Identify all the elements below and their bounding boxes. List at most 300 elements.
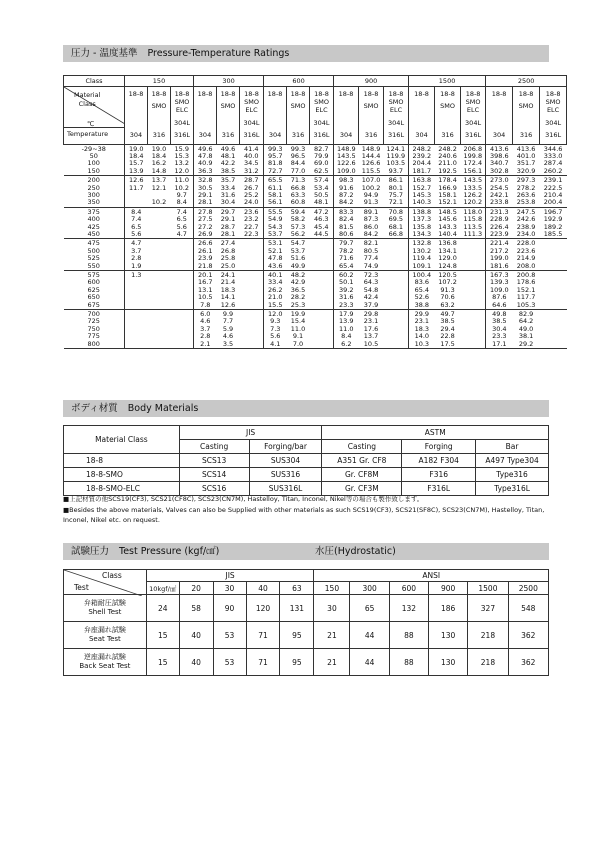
class-header: 300 [350,582,389,595]
temperature-value: 650 [87,293,100,302]
material-header [148,87,171,128]
rating-cell [310,239,334,271]
rating-cell: 53.1 52.1 47.8 43.6 [264,239,287,271]
jis-header: JIS [146,570,314,582]
test-name-cell [64,649,147,676]
rating-cell: 79.7 78.2 71.6 65.4 [334,239,359,271]
jis-header: JIS [179,426,322,440]
pressure-value: 362 [508,622,548,649]
class-header: 600 [264,76,334,87]
rating-cell: 1.3 [125,271,148,310]
material-grade-sub: SMO [518,102,534,110]
material-grade: 18-8 SMO ELC [545,90,561,114]
temperature-value: 250 [87,183,100,192]
temperature-cell [64,271,125,310]
rating-cell: 41.4 40.0 34.5 31.2 [244,144,259,175]
pressure-value: 186 [429,595,468,622]
rating-cell: 57.4 53.4 50.5 48.1 [314,176,329,207]
temperature-value: 675 [87,300,100,309]
pressure-value: 40 [179,649,213,676]
pt-section-title-jp: 圧力 - 温度基準 [71,48,138,59]
material-header [334,87,359,128]
rating-cell: 17.9 13.9 11.0 8.4 6.2 [334,310,359,349]
class-header: 1500 [468,582,508,595]
material-cell: 18-8-SMO [64,468,180,482]
rating-cell: 413.6 401.0 351.7 320.9 [516,144,536,175]
rating-cell: 70.8 69.5 68.1 66.8 [388,207,404,238]
rating-cell [384,310,409,349]
temperature-label: Temperature [67,129,109,138]
class-test-header [64,570,147,595]
pressure-value: 218 [468,649,508,676]
temperature-group [64,176,567,208]
class-header: 150 [314,582,350,595]
rating-cell: 228.0 223.6 214.9 208.0 [516,239,536,270]
temperature-value: 525 [87,254,100,263]
material-grade-sub: 304L [465,119,482,127]
rating-cell [310,271,334,310]
rating-cell: 82.1 80.5 77.4 74.9 [363,239,379,270]
rating-cell: 49.6 48.1 42.2 38.5 [220,144,236,175]
material-grade: 18-8 [220,90,236,98]
astm-header: ASTM [322,426,549,440]
material-cell: Gr. CF8M [322,468,402,482]
pressure-value: 95 [280,622,314,649]
rating-cell: 29.8 23.1 17.6 13.7 10.5 [363,310,379,348]
rating-cell: 11.0 10.2 9.7 8.4 [174,176,189,207]
table-row [64,454,549,468]
body-materials-table [63,425,549,496]
rating-cell: 29.7 29.1 28.7 28.1 [220,207,236,238]
temperature-cell [64,144,125,176]
class-header: 150 [125,76,194,87]
rating-cell: 413.6 398.6 340.7 302.8 [486,144,513,176]
material-code: 316 [513,127,540,144]
note-jp: ■上記材質の他SCS19(CF3), SCS21(CF8C), SCS23(CN7M), Hastelloy, Titan, Inconel, Nikel等の場合も製作致します。 [63,495,424,503]
rating-cell [461,310,486,349]
rating-cell: 49.7 38.5 29.4 22.8 17.5 [440,310,455,348]
tp-section-title-jp: 試験圧力 [71,546,110,557]
temperature-label-cell [64,119,125,144]
material-grade: 18-8 [128,90,144,98]
test-name-en: Shell Test [88,608,122,616]
rating-cell: 163.8 152.7 145.3 140.3 [409,176,435,208]
rating-cell: 221.4 217.2 199.0 181.6 [486,239,513,271]
temperature-value: 775 [87,332,100,341]
pressure-value: 24 [146,595,179,622]
material-header [217,87,240,128]
rating-cell [125,310,148,349]
pressure-value: 21 [314,622,350,649]
temperature-value: 800 [87,339,100,348]
rating-cell [461,271,486,310]
material-cell: Gr. CF3M [322,482,402,496]
rating-cell: 99.3 95.7 81.8 72.7 [264,144,287,176]
material-cell: A182 F304 [402,454,476,468]
rating-cell: 9.9 7.7 5.9 4.6 3.5 [222,310,234,348]
pressure-value: 88 [389,622,428,649]
pressure-value: 71 [246,649,280,676]
rating-cell: 86.1 80.1 75.7 72.1 [388,176,404,207]
bm-section-title-jp: ボディ材質 [71,403,118,414]
bm-section-header [63,400,549,417]
material-grade-sub: SMO [440,102,455,110]
material-cell: A497 Type304 [476,454,549,468]
temperature-value: 700 [87,310,100,319]
material-grade-sub: SMO [290,102,306,110]
pressure-value: 218 [468,622,508,649]
rating-cell: 35.7 33.4 31.6 30.4 [220,176,236,207]
temperature-group [64,144,567,176]
rating-cell: 344.6 333.0 287.4 260.2 [543,144,563,175]
rating-cell [384,271,409,310]
material-grade-sub: 304L [173,119,191,127]
material-header [461,87,486,128]
test-name-jp: 逆座漏れ試験 [83,653,126,661]
material-code: 316 [217,127,240,144]
material-grade-sub: 304L [313,119,330,127]
rating-cell: 82.9 64.2 49.0 38.1 29.2 [518,310,534,348]
material-header [264,87,287,128]
test-name-en: Seat Test [88,635,121,643]
test-pressure-table [63,569,549,676]
material-header [240,87,264,128]
test-name-en: Back Seat Test [79,662,131,670]
pressure-value: 30 [314,595,350,622]
temperature-group [64,239,567,271]
temperature-cell [64,310,125,349]
rating-cell: 107.0 100.2 94.9 91.3 [361,176,381,207]
temperature-value: 300 [87,190,100,199]
class-header: 2500 [508,582,548,595]
rating-cell: 120.5 107.2 91.3 70.6 63.2 [438,271,457,309]
rating-cell: 148.9 143.5 122.6 109.0 [334,144,359,176]
temperature-value: 450 [87,229,100,238]
rating-cell: 7.4 6.5 5.6 4.7 [176,207,187,238]
rating-cell [540,271,567,310]
material-cell: F316L [402,482,476,496]
temperature-value: 625 [87,285,100,294]
rating-cell: 47.2 46.3 45.4 44.5 [314,207,329,238]
material-header [409,87,435,128]
rating-cell [310,310,334,349]
class-header: 900 [429,582,468,595]
pressure-value: 53 [213,649,246,676]
material-code: 316L [240,127,264,144]
material-grade: 18-8 [414,90,429,98]
material-grade-sub: 304L [388,119,405,127]
material-grade: 18-8 [151,90,167,98]
rating-cell: 28.7 26.7 25.2 24.0 [244,176,259,207]
rating-cell: 24.1 21.4 18.3 14.1 12.6 [220,271,236,309]
table-row [64,595,549,622]
material-code: 304 [409,127,435,144]
rating-cell: 27.4 26.8 25.8 25.0 [220,239,236,270]
material-header [287,87,310,128]
material-header [486,87,513,128]
material-grade-sub: 304L [243,119,260,127]
class-header: 1500 [409,76,486,87]
temperature-value: 400 [87,215,100,224]
rating-cell: 178.4 166.9 158.1 152.1 [438,176,457,207]
rating-cell: 12.6 11.7 [125,176,148,208]
rating-cell [540,239,567,271]
material-code: 304 [486,127,513,144]
pressure-value: 44 [350,649,389,676]
rating-cell [148,310,171,349]
rating-cell [171,271,194,310]
rating-cell: 138.8 137.3 135.8 134.3 [409,207,435,239]
rating-cell [148,239,171,271]
test-name-jp: 弁箱耐圧試験 [83,599,126,607]
pressure-value: 132 [389,595,428,622]
degree-label: ℃ [87,119,95,128]
class-label-cell: Class [64,76,125,87]
pressure-value: 65 [350,595,389,622]
material-cell: SCS14 [179,468,249,482]
rating-cell: 297.3 278.2 263.6 253.8 [516,176,536,207]
temperature-value: 500 [87,246,100,255]
rating-cell: 248.2 240.6 211.0 192.5 [438,144,457,175]
material-grade: 18-8 [290,90,306,98]
rating-cell: 40.1 33.4 26.2 21.0 15.5 [264,271,287,310]
material-grade-sub: 304L [545,119,562,127]
rating-cell: 89.1 87.3 86.0 84.2 [363,207,379,238]
material-cell: Type316L [476,482,549,496]
material-cell: A351 Gr. CF8 [322,454,402,468]
pressure-value: 131 [280,595,314,622]
rating-cell: 27.8 27.5 27.2 26.9 [194,207,217,239]
rating-cell: 136.8 134.1 129.0 124.8 [438,239,457,270]
pressure-value: 362 [508,649,548,676]
rating-cell: 196.7 192.9 189.2 185.5 [543,207,563,238]
class-header: 2500 [486,76,567,87]
material-grade: 18-8 [338,90,354,98]
temperature-group [64,310,567,349]
temperature-value: 150 [87,166,100,175]
pressure-value: 15 [146,649,179,676]
rating-cell: 118.0 115.8 113.5 111.3 [463,207,483,238]
temperature-value: 50 [89,151,98,160]
material-code: 316 [435,127,461,144]
material-class-header: Material Class [64,426,180,454]
material-code: 316L [384,127,409,144]
material-cell: Type316 [476,468,549,482]
rating-cell: 8.4 7.4 6.5 5.6 [125,207,148,239]
sub-header: Casting [179,440,249,454]
material-header [513,87,540,128]
rating-cell: 143.5 133.5 126.2 120.2 [463,176,483,207]
material-header [310,87,334,128]
material-grade: 18-8 SMO ELC [388,90,404,114]
material-header [540,87,567,128]
rating-cell: 200.8 178.6 152.1 117.7 105.3 [516,271,536,309]
rating-cell: 29.9 23.1 18.3 14.0 10.3 [409,310,435,349]
material-code: 304 [264,127,287,144]
material-code: 316L [461,127,486,144]
rating-cell: 231.3 228.9 226.4 223.9 [486,207,513,239]
class-header: 900 [334,76,409,87]
temperature-group [64,271,567,310]
rating-cell [171,239,194,271]
class-header: 300 [194,76,264,87]
pressure-value: 44 [350,622,389,649]
rating-cell: 54.7 53.7 51.6 49.9 [290,239,306,270]
material-code: 316 [148,127,171,144]
rating-cell: 19.0 18.4 16.2 14.8 [151,144,167,175]
rating-cell: 32.8 30.5 29.1 28.1 [194,176,217,208]
rating-cell [148,271,171,310]
rating-cell: 15.9 15.3 13.2 12.0 [174,144,189,175]
pressure-value: 40 [179,622,213,649]
material-cell: SCS13 [179,454,249,468]
rating-cell [171,310,194,349]
material-cell: SUS304 [249,454,322,468]
material-code: 316 [287,127,310,144]
bm-section-title-en: Body Materials [127,403,199,414]
material-header [171,87,194,128]
material-cell: F316 [402,468,476,482]
pressure-temperature-table [63,75,567,349]
rating-cell: 206.8 199.8 172.4 156.1 [463,144,483,175]
class-label: Class [102,571,122,580]
table-row [64,622,549,649]
note-en: ■Besides the above materials, Valves can also be Supplied with other materials as such SCS19(CF3), SCS21(SF8C), SCS23(CN7M), Hastelloy, Titan, Inconel, Nikel etc. on request. [63,505,545,524]
material-cell: SCS16 [179,482,249,496]
rating-cell: 49.6 47.8 40.9 36.3 [194,144,217,176]
sub-header: Casting [322,440,402,454]
pressure-value: 90 [213,595,246,622]
temperature-group [64,207,567,239]
temperature-value: 100 [87,159,100,168]
material-cell: SUS316 [249,468,322,482]
temperature-value: 375 [87,207,100,216]
material-grade: 18-8 [440,90,455,98]
temperature-value: 200 [87,176,100,185]
material-cell: 18-8 [64,454,180,468]
sub-header: Forging [402,440,476,454]
pressure-value: 130 [429,649,468,676]
rating-cell: 247.5 242.6 238.9 234.0 [516,207,536,238]
material-header [435,87,461,128]
rating-cell: 19.9 15.4 11.0 9.1 7.0 [290,310,306,348]
rating-cell: 4.7 3.7 2.8 1.9 [125,239,148,271]
rating-cell: 124.1 119.9 103.5 93.7 [386,144,406,175]
temperature-value: -29~38 [81,144,106,153]
material-header [359,87,384,128]
temperature-cell [64,176,125,208]
tp-section-title-en: Test Pressure (kgf/㎠) [119,546,220,557]
rating-cell: 48.2 42.9 36.5 28.2 25.3 [290,271,306,309]
material-grade: 18-8 [518,90,534,98]
material-grade: 18-8 SMO ELC [244,90,259,114]
test-name-cell [64,622,147,649]
test-label: Test [74,583,89,592]
rating-cell: 26.6 26.1 23.9 21.8 [194,239,217,271]
material-code: 316L [171,127,194,144]
temperature-value: 425 [87,222,100,231]
class-header: 30 [213,582,246,595]
rating-cell: 71.3 66.8 63.3 60.8 [290,176,306,207]
pressure-value: 15 [146,622,179,649]
rating-cell: 167.3 139.3 109.0 87.6 64.6 [486,271,513,310]
temperature-cell [64,239,125,271]
rating-cell: 20.1 16.7 13.1 10.5 7.8 [194,271,217,310]
rating-cell [240,239,264,271]
temperature-value: 725 [87,317,100,326]
sub-header: Forging/bar [249,440,322,454]
rating-cell [240,271,264,310]
material-grade-sub: SMO [220,102,236,110]
material-code: 304 [334,127,359,144]
material-grade: 18-8 SMO ELC [314,90,329,114]
material-class-label: Material Class [74,91,101,108]
pressure-value: 548 [508,595,548,622]
rating-cell: 60.2 50.1 39.2 31.6 23.3 [334,271,359,310]
class-header: 40 [246,582,280,595]
material-code: 304 [125,127,148,144]
pressure-value: 130 [429,622,468,649]
material-grade-sub: SMO [151,102,167,110]
material-grade: 18-8 [491,90,507,98]
material-header [384,87,409,128]
pressure-value: 327 [468,595,508,622]
pressure-value: 120 [246,595,280,622]
class-header: 63 [280,582,314,595]
rating-cell: 13.7 12.1 10.2 [151,176,167,207]
material-cell: SUS316L [249,482,322,496]
material-grade: 18-8 SMO ELC [174,90,190,114]
rating-cell: 65.5 61.1 58.1 56.1 [264,176,287,208]
rating-cell: 148.5 145.6 143.3 140.4 [438,207,457,238]
rating-cell: 12.0 9.3 7.3 5.6 4.1 [264,310,287,349]
pressure-value: 95 [280,649,314,676]
material-code: 316L [310,127,334,144]
rating-cell: 98.3 91.6 87.2 84.2 [334,176,359,208]
rating-cell: 100.4 83.6 65.4 52.6 38.8 [409,271,435,310]
rating-cell: 99.3 96.5 84.4 77.0 [290,144,306,175]
tp-section-header [63,543,549,560]
material-code: 304 [194,127,217,144]
hydrostatic-label: 水圧(Hydrostatic) [315,546,396,557]
rating-cell: 49.8 38.5 30.4 23.3 17.1 [486,310,513,349]
temperature-value: 750 [87,324,100,333]
rating-cell: 82.7 79.9 69.0 62.5 [314,144,329,175]
material-grade: 18-8 SMO ELC [465,90,481,114]
rating-cell: 59.4 58.2 57.3 56.2 [290,207,306,238]
rating-cell [148,207,171,239]
temperature-value: 475 [87,239,100,248]
material-header [125,87,148,128]
rating-cell: 239.1 222.5 210.4 200.4 [543,176,563,207]
test-name-cell [64,595,147,622]
rating-cell [540,310,567,349]
temperature-value: 575 [87,271,100,279]
rating-cell [240,310,264,349]
table-row [64,468,549,482]
material-notes [63,494,553,526]
pressure-value: 21 [314,649,350,676]
temperature-value: 550 [87,261,100,270]
pressure-value: 53 [213,622,246,649]
material-code: 316L [540,127,567,144]
class-header: 600 [389,582,428,595]
units-header: 10kgf/㎠ [146,582,179,595]
sub-header: Bar [476,440,549,454]
test-name-jp: 弁座漏れ試験 [83,626,126,634]
material-code: 316 [359,127,384,144]
ansi-header: ANSI [314,570,549,582]
